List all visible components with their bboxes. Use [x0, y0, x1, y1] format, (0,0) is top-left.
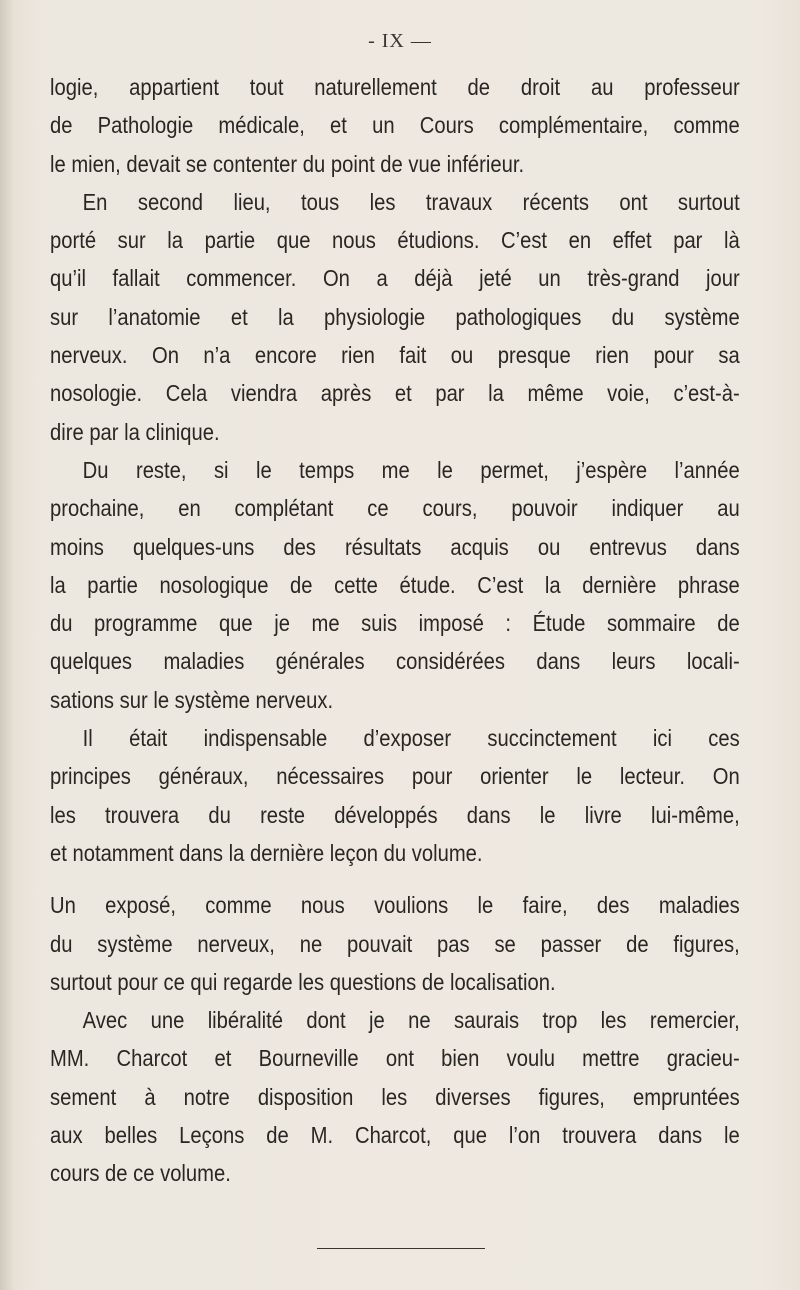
- text-line: cours de ce volume.: [50, 1160, 231, 1187]
- text-line: les trouvera du reste développés dans le livre lui-même,: [50, 801, 740, 828]
- paragraph-principles: [50, 719, 740, 872]
- text-line: de Pathologie médicale, et un Cours complémentaire, comme: [50, 112, 740, 139]
- text-line: nerveux. On n’a encore rien fait ou presque rien pour sa: [50, 342, 740, 369]
- body-text: [50, 68, 740, 1193]
- paragraph-acknowledgement: [50, 1001, 740, 1192]
- page-number: - IX —: [368, 30, 432, 52]
- text-line: surtout pour ce qui regarde les questions de localisation.: [50, 968, 556, 995]
- paragraph-next-year: [50, 451, 740, 719]
- text-line: aux belles Leçons de M. Charcot, que l’on trouvera dans le: [50, 1122, 740, 1149]
- text-line: porté sur la partie que nous étudions. C’est en effet par là: [50, 227, 740, 254]
- text-line: sur l’anatomie et la physiologie pathologiques du système: [50, 303, 740, 330]
- text-line: du système nerveux, ne pouvait pas se passer de figures,: [50, 930, 740, 957]
- text-line: sement à notre disposition les diverses figures, empruntées: [50, 1083, 740, 1110]
- text-line: moins quelques-uns des résultats acquis ou entrevus dans: [50, 533, 740, 560]
- section-gap: [50, 872, 740, 886]
- text-line: du programme que je me suis imposé : Étude sommaire de: [50, 610, 740, 637]
- text-line: Un exposé, comme nous voulions le faire, des maladies: [50, 892, 740, 919]
- text-line: dire par la clinique.: [50, 418, 220, 445]
- text-line: et notamment dans la dernière leçon du volume.: [50, 839, 483, 866]
- paragraph-second-reason: [50, 183, 740, 451]
- text-line: MM. Charcot et Bourneville ont bien voulu mettre gracieu-: [50, 1045, 740, 1072]
- text-line: Avec une libéralité dont je ne saurais trop les remercier,: [82, 1007, 740, 1034]
- closing-rule: [317, 1248, 485, 1249]
- text-line: sations sur le système nerveux.: [50, 686, 334, 713]
- text-line: Du reste, si le temps me le permet, j’espère l’année: [82, 456, 740, 483]
- text-line: nosologie. Cela viendra après et par la même voie, c’est-à-: [50, 380, 740, 407]
- text-line: le mien, devait se contenter du point de vue inférieur.: [50, 150, 525, 177]
- text-line: qu’il fallait commencer. On a déjà jeté un très-grand jour: [50, 265, 740, 292]
- paragraph-figures: [50, 886, 740, 1001]
- text-line: la partie nosologique de cette étude. C’est la dernière phrase: [50, 571, 740, 598]
- text-line: principes généraux, nécessaires pour orienter le lecteur. On: [50, 763, 740, 790]
- text-line: prochaine, en complétant ce cours, pouvoir indiquer au: [50, 495, 740, 522]
- text-line: En second lieu, tous les travaux récents ont surtout: [82, 188, 740, 215]
- page-gutter-shadow: [0, 0, 14, 1290]
- text-line: Il était indispensable d’exposer succinctement ici ces: [82, 725, 740, 752]
- paragraph-continuation: [50, 68, 740, 183]
- text-line: quelques maladies générales considérées dans leurs locali-: [50, 648, 740, 675]
- text-line: logie, appartient tout naturellement de droit au professeur: [50, 74, 740, 100]
